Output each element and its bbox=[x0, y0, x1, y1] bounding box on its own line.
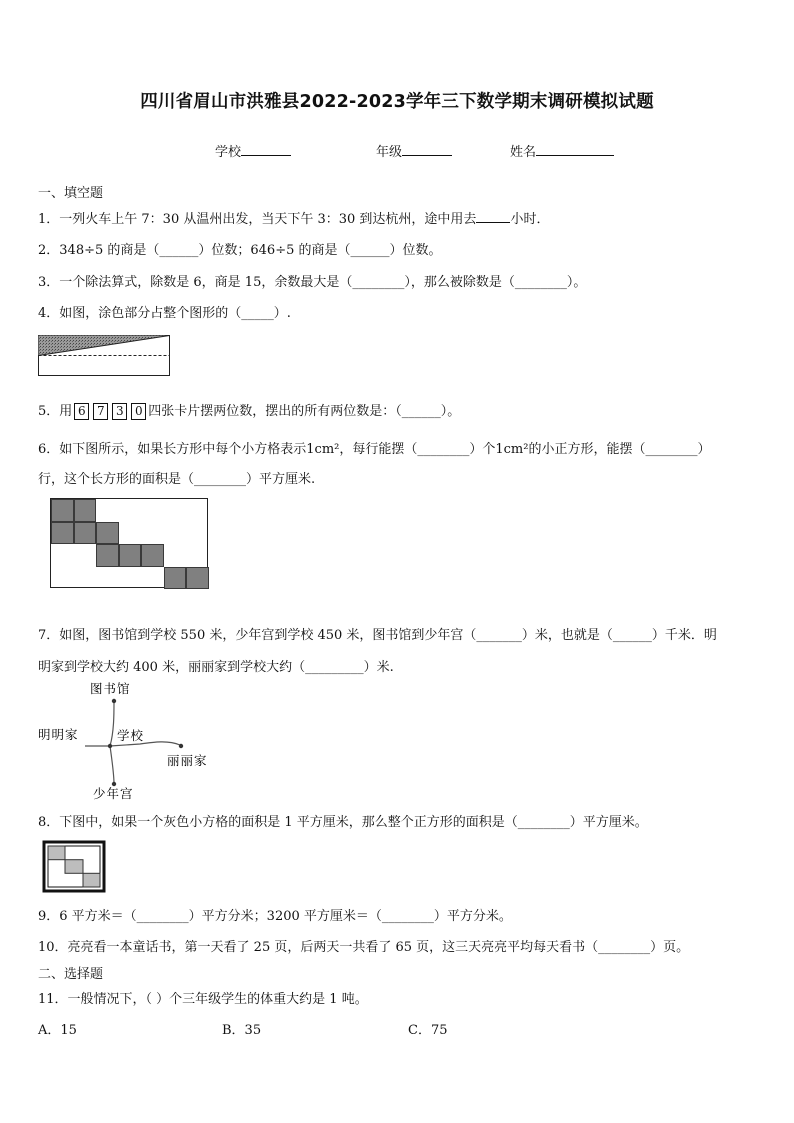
question-1 bbox=[38, 208, 549, 227]
question-7-line2: 明家到学校大约 400 米，丽丽家到学校大约（_________）米. bbox=[38, 660, 394, 675]
question-8-square-figure bbox=[42, 840, 106, 893]
map-label-mingming: 明明家 bbox=[38, 727, 79, 742]
grade-label: 年级 bbox=[376, 145, 403, 160]
question-4-figure bbox=[37, 334, 171, 378]
option-b[interactable]: B．35 bbox=[222, 1023, 262, 1038]
question-5-suffix: 四张卡片摆两位数，摆出的所有两位数是：（______）。 bbox=[148, 404, 461, 419]
question-11: 11．一般情况下，（ ）个三年级学生的体重大约是 1 吨。 bbox=[38, 992, 368, 1007]
page-title: 四川省眉山市洪雅县2022-2023学年三下数学期末调研模拟试题 bbox=[140, 92, 654, 112]
name-label: 姓名 bbox=[510, 145, 537, 160]
grade-blank[interactable] bbox=[402, 143, 452, 156]
library-point bbox=[112, 699, 116, 703]
question-6-line2: 行，这个长方形的面积是（________）平方厘米. bbox=[38, 472, 316, 487]
lili-point bbox=[179, 744, 183, 748]
question-3: 3．一个除法算式，除数是 6，商是 15，余数最大是（________），那么被除数是（________）。 bbox=[38, 275, 587, 290]
question-7-map bbox=[30, 680, 230, 805]
name-field bbox=[510, 141, 614, 160]
school-label: 学校 bbox=[215, 145, 242, 160]
school-field bbox=[215, 141, 291, 160]
question-5 bbox=[38, 400, 460, 420]
map-label-library: 图书馆 bbox=[90, 681, 131, 696]
section-choice-heading: 二、选择题 bbox=[38, 967, 104, 982]
question-1-blank[interactable] bbox=[476, 210, 510, 223]
option-c[interactable]: C．75 bbox=[408, 1023, 448, 1038]
question-7-line1: 7．如图，图书馆到学校 550 米，少年宫到学校 450 米，图书馆到少年宫（_______）米，也就是（______）千米．明 bbox=[38, 628, 717, 643]
grade-field bbox=[376, 141, 452, 160]
option-a[interactable]: A．15 bbox=[38, 1023, 77, 1038]
question-10: 10．亮亮看一本童话书，第一天看了 25 页，后两天一共看了 65 页，这三天亮亮平均每天看书（________）页。 bbox=[38, 940, 690, 955]
question-2: 2．348÷5 的商是（______）位数；646÷5 的商是（______）位数。 bbox=[38, 243, 442, 258]
digit-card: 0 bbox=[131, 403, 146, 420]
name-blank[interactable] bbox=[536, 143, 614, 156]
section-fill-heading: 一、填空题 bbox=[38, 186, 104, 201]
digit-card: 7 bbox=[93, 403, 108, 420]
question-6-line1: 6．如下图所示，如果长方形中每个小方格表示1cm²，每行能摆（________）个1cm²的小正方形，能摆（________） bbox=[38, 442, 711, 457]
question-1-text: 1．一列火车上午 7：30 从温州出发，当天下午 3：30 到达杭州，途中用去 bbox=[38, 212, 477, 227]
map-label-school: 学校 bbox=[117, 728, 145, 743]
question-6-grid-figure bbox=[50, 498, 208, 588]
digit-card: 6 bbox=[74, 403, 89, 420]
question-9: 9．6 平方米＝（________）平方分米；3200 平方厘米＝（________）平方分米。 bbox=[38, 909, 512, 924]
question-5-prefix: 5．用 bbox=[38, 404, 73, 419]
question-4: 4．如图，涂色部分占整个图形的（_____）. bbox=[38, 306, 291, 321]
question-1-tail: 小时． bbox=[510, 212, 550, 227]
digit-card: 3 bbox=[112, 403, 127, 420]
map-label-youth: 少年宫 bbox=[93, 786, 134, 801]
school-point bbox=[108, 744, 112, 748]
school-blank[interactable] bbox=[241, 143, 291, 156]
map-label-lili: 丽丽家 bbox=[167, 753, 208, 768]
question-8: 8．下图中，如果一个灰色小方格的面积是 1 平方厘米，那么整个正方形的面积是（________）平方厘米。 bbox=[38, 815, 648, 830]
